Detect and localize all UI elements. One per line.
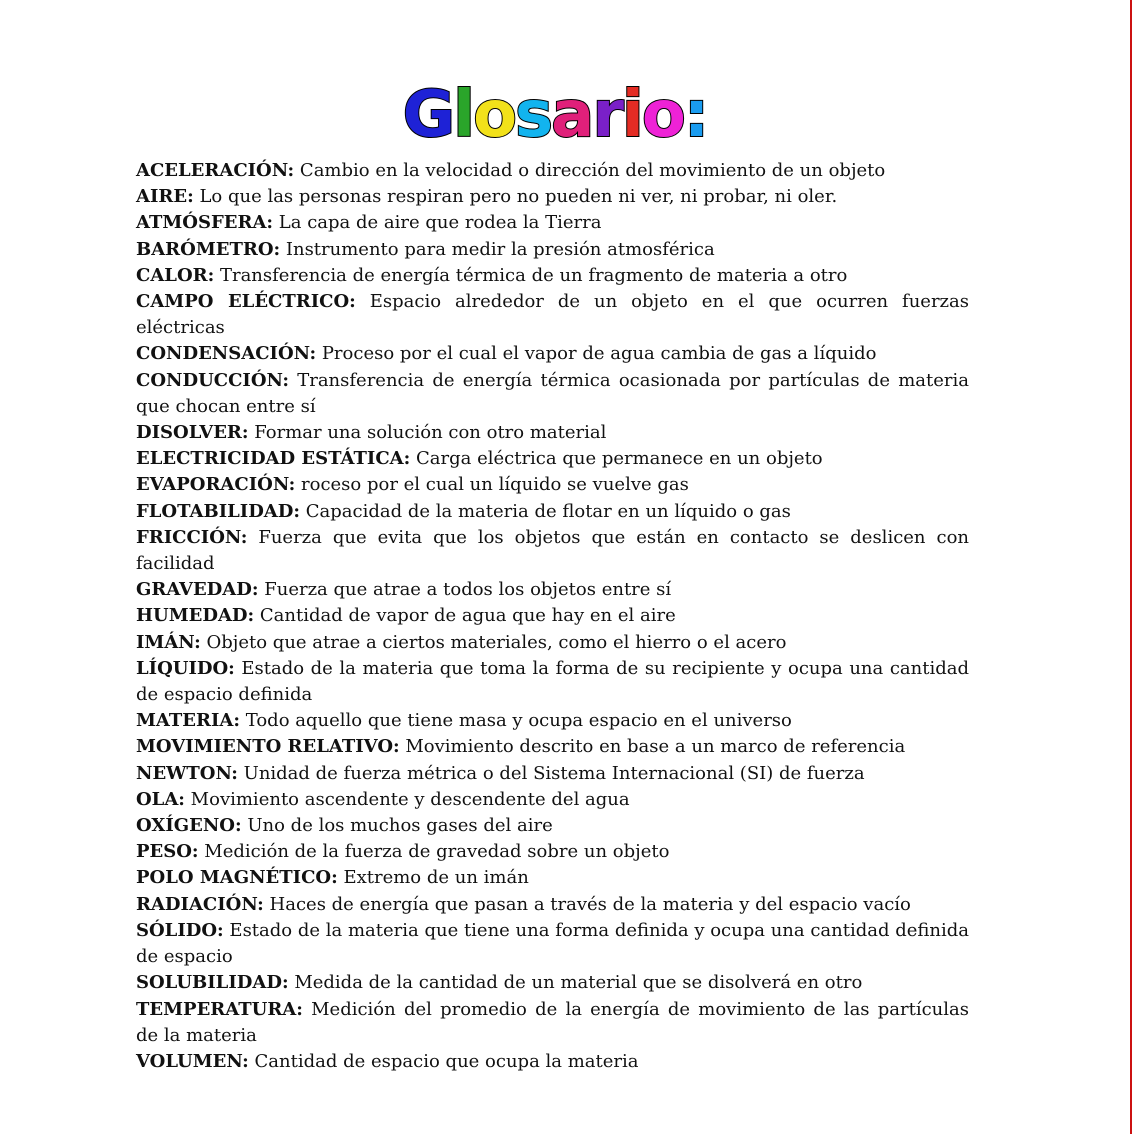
glossary-entry — [136, 341, 969, 367]
entry-term: HUMEDAD: — [136, 605, 255, 627]
glossary-entry — [136, 839, 969, 865]
glossary-entry — [136, 708, 969, 734]
entry-term: SÓLIDO: — [136, 919, 224, 941]
glossary-entry — [136, 630, 969, 656]
entry-definition: Objeto que atrae a ciertos materiales, como el hierro o el acero — [200, 631, 787, 653]
entry-definition: Lo que las personas respiran pero no pueden ni ver, ni probar, ni oler. — [193, 186, 838, 208]
entry-term: AIRE: — [136, 186, 194, 208]
glossary-entry — [136, 158, 969, 184]
entry-term: CONDENSACIÓN: — [136, 343, 317, 365]
title-letter: l — [453, 78, 474, 152]
entry-term: VOLUMEN: — [136, 1050, 249, 1072]
entry-term: RADIACIÓN: — [136, 893, 264, 915]
entry-definition: Formar una solución con otro material — [248, 422, 607, 444]
glossary-entry — [136, 237, 969, 263]
entry-definition: Estado de la materia que tiene una forma definida y ocupa una cantidad definida de espacio — [136, 919, 970, 968]
glossary-entry — [136, 813, 969, 839]
glossary-entry — [136, 656, 969, 708]
entry-term: FRICCIÓN: — [136, 526, 248, 548]
glossary-entry — [136, 577, 969, 603]
glossary-entry — [136, 446, 969, 472]
entry-term: LÍQUIDO: — [136, 657, 235, 679]
glossary-entry — [136, 997, 969, 1049]
entry-term: NEWTON: — [136, 762, 238, 784]
entry-definition: Instrumento para medir la presión atmosférica — [280, 238, 715, 260]
entry-definition: Capacidad de la materia de flotar en un líquido o gas — [300, 500, 791, 522]
entry-definition: Cambio en la velocidad o dirección del movimiento de un objeto — [294, 160, 886, 181]
entry-term: CONDUCCIÓN: — [136, 369, 289, 391]
title-letter: a — [551, 78, 593, 152]
entry-definition: Espacio alrededor de un objeto en el que ocurren fuerzas eléctricas — [136, 291, 970, 339]
glossary-entry — [136, 499, 969, 525]
entry-definition: Medición del promedio de la energía de movimiento de las partículas de la materia — [136, 998, 969, 1046]
glossary-entry — [136, 289, 969, 341]
glossary-entry — [136, 472, 969, 498]
entry-term: POLO MAGNÉTICO: — [136, 867, 338, 889]
entry-term: GRAVEDAD: — [136, 579, 259, 601]
glossary-entry — [136, 1049, 969, 1075]
entry-definition: Fuerza que atrae a todos los objetos entre sí — [258, 579, 672, 601]
glossary-list — [136, 158, 969, 1075]
entry-term: BARÓMETRO: — [136, 238, 281, 260]
entry-definition: Todo aquello que tiene masa y ocupa espacio en el universo — [240, 710, 792, 732]
glossary-entry — [136, 787, 969, 813]
entry-term: PESO: — [136, 841, 199, 863]
entry-term: EVAPORACIÓN: — [136, 474, 296, 496]
entry-definition: Haces de energía que pasan a través de la materia y del espacio vacío — [263, 893, 911, 915]
entry-term: IMÁN: — [136, 631, 201, 653]
entry-definition: Cantidad de espacio que ocupa la materia — [248, 1050, 639, 1072]
entry-definition: Movimiento ascendente y descendente del agua — [184, 788, 630, 810]
glossary-entry — [136, 210, 969, 236]
glossary-entry — [136, 368, 969, 420]
entry-term: DISOLVER: — [136, 422, 249, 444]
entry-definition: Medida de la cantidad de un material que se disolverá en otro — [288, 972, 863, 994]
title-letter: o — [641, 78, 684, 152]
glossary-entry — [136, 603, 969, 629]
entry-term: SOLUBILIDAD: — [136, 972, 289, 994]
glossary-entry — [136, 970, 969, 996]
entry-term: ACELERACIÓN: — [136, 160, 295, 181]
glossary-entry — [136, 892, 969, 918]
right-margin-rule — [1130, 0, 1132, 1134]
entry-definition: Cantidad de vapor de agua que hay en el aire — [254, 605, 676, 627]
entry-definition: Transferencia de energía térmica de un fragmento de materia a otro — [214, 264, 848, 286]
title-letter: : — [683, 78, 708, 152]
glossary-entry — [136, 761, 969, 787]
entry-term: OLA: — [136, 788, 185, 810]
title-letter: o — [473, 78, 516, 152]
entry-term: FLOTABILIDAD: — [136, 500, 301, 522]
glossary-entry — [136, 918, 969, 970]
entry-definition: Carga eléctrica que permanece en un objeto — [410, 448, 823, 470]
title-letter: G — [402, 78, 454, 152]
entry-term: CAMPO ELÉCTRICO: — [136, 291, 356, 313]
entry-term: MATERIA: — [136, 710, 241, 732]
glossary-entry — [136, 420, 969, 446]
title-letter: i — [621, 78, 642, 152]
entry-definition: Unidad de fuerza métrica o del Sistema Internacional (SI) de fuerza — [237, 762, 865, 784]
entry-definition: Proceso por el cual el vapor de agua cambia de gas a líquido — [316, 343, 877, 365]
entry-definition: Uno de los muchos gases del aire — [241, 815, 553, 837]
entry-definition: Medición de la fuerza de gravedad sobre un objeto — [198, 841, 670, 863]
entry-term: ELECTRICIDAD ESTÁTICA: — [136, 448, 411, 470]
entry-term: MOVIMIENTO RELATIVO: — [136, 736, 400, 758]
glossary-entry — [136, 734, 969, 760]
entry-definition: Transferencia de energía térmica ocasionada por partículas de materia que chocan entre sí — [136, 369, 969, 417]
glossary-entry — [136, 865, 969, 891]
glossary-entry — [136, 184, 969, 210]
entry-definition: roceso por el cual un líquido se vuelve gas — [295, 474, 689, 496]
entry-definition: Movimiento descrito en base a un marco de referencia — [399, 736, 906, 758]
entry-term: ATMÓSFERA: — [136, 212, 274, 234]
entry-definition: Fuerza que evita que los objetos que están en contacto se deslicen con facilidad — [136, 526, 969, 575]
entry-definition: Estado de la materia que toma la forma de su recipiente y ocupa una cantidad de espacio definida — [136, 657, 969, 706]
entry-term: OXÍGENO: — [136, 815, 242, 837]
title-letter: s — [515, 78, 552, 152]
entry-term: TEMPERATURA: — [136, 998, 303, 1020]
entry-definition: La capa de aire que rodea la Tierra — [273, 212, 602, 234]
glossary-title — [0, 80, 1110, 150]
entry-definition: Extremo de un imán — [337, 867, 529, 889]
glossary-entry — [136, 525, 969, 577]
glossary-entry — [136, 263, 969, 289]
entry-term: CALOR: — [136, 264, 215, 286]
title-letter: r — [592, 78, 622, 152]
